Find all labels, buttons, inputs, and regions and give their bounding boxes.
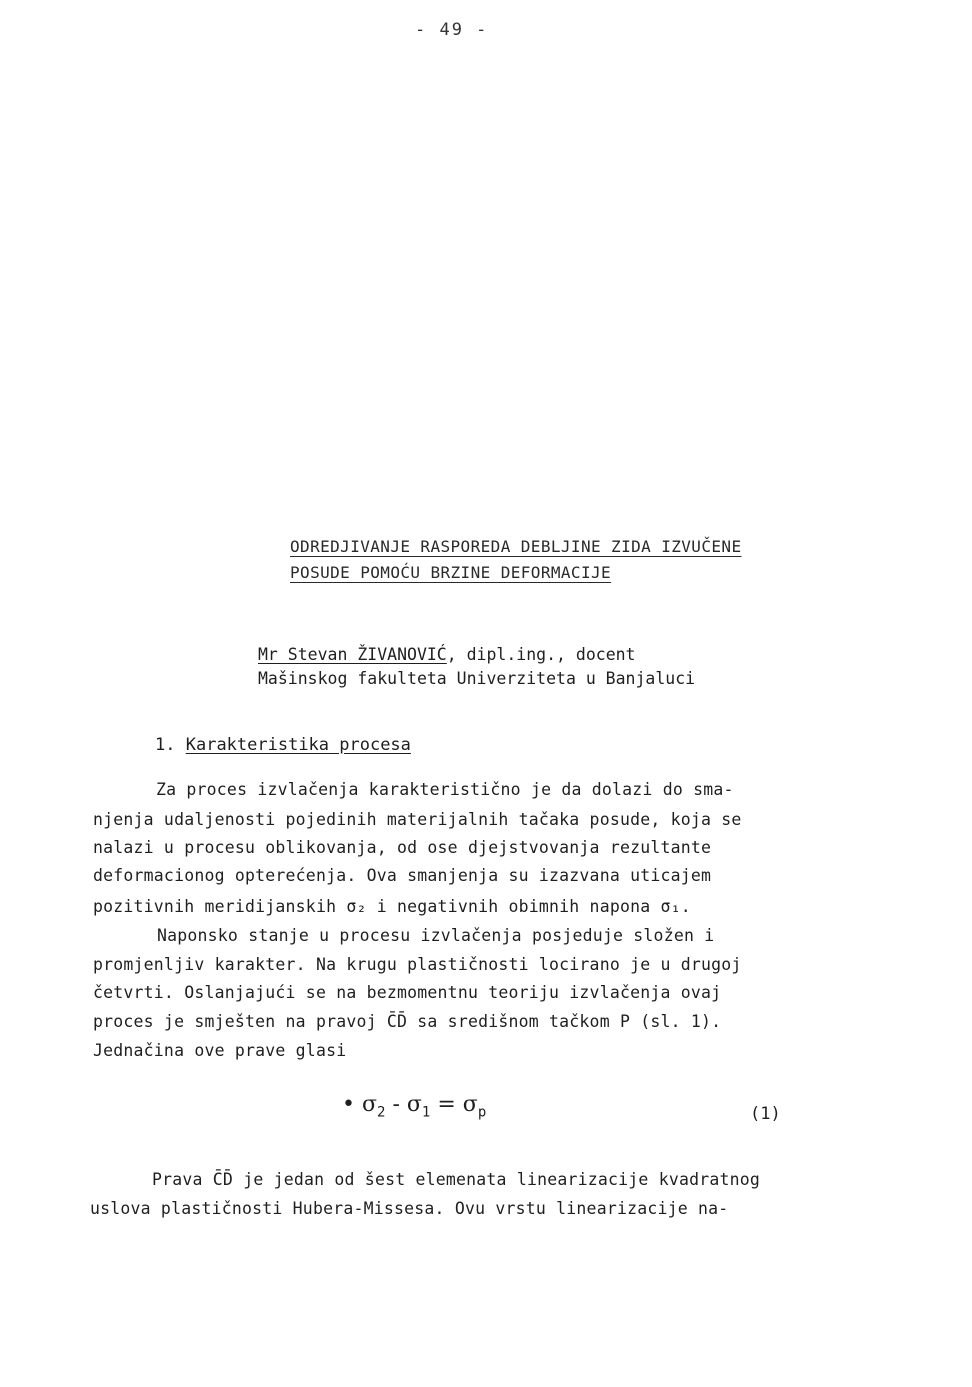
- paragraph-line: Prava C̄D̄ je jedan od šest elemenata linearizacije kvadratnog: [152, 1170, 761, 1189]
- sigma-1-subscript: 1: [421, 1104, 431, 1121]
- equation-1: [342, 1092, 486, 1120]
- sigma-1-symbol: σ: [406, 1092, 422, 1117]
- paragraph-line: deformacionog opterećenja. Ova smanjenja su izazvana uticajem: [93, 866, 712, 885]
- equation-number: (1): [750, 1104, 781, 1124]
- section-title: Karakteristika procesa: [185, 735, 411, 755]
- paragraph-line: uslova plastičnosti Hubera-Missesa. Ovu vrstu linearizacije na-: [90, 1199, 729, 1218]
- section-number: 1.: [155, 735, 176, 755]
- author-line: [258, 645, 636, 664]
- paper-title-line-2: POSUDE POMOĆU BRZINE DEFORMACIJE: [290, 563, 612, 582]
- paragraph-line: pozitivnih meridijanskih σ₂ i negativnih obimnih napona σ₁.: [93, 897, 691, 916]
- sigma-p-subscript: p: [477, 1104, 487, 1121]
- paragraph-line: njenja udaljenosti pojedinih materijalnih tačaka posude, koja se: [93, 810, 742, 829]
- minus-sign: -: [392, 1092, 400, 1117]
- paragraph-line: Za proces izvlačenja karakteristično je da dolazi do sma-: [156, 780, 734, 799]
- page-number: - 49 -: [415, 20, 489, 40]
- paragraph-line: četvrti. Oslanjajući se na bezmomentnu teoriju izvlačenja ovaj: [93, 983, 722, 1002]
- equation-bullet: •: [342, 1092, 355, 1117]
- paragraph-line: proces je smješten na pravoj C̄D̄ sa središnom tačkom P (sl. 1).: [93, 1012, 722, 1031]
- author-degree: , dipl.ing., docent: [446, 645, 636, 664]
- paragraph-line: promjenljiv karakter. Na krugu plastičnosti locirano je u drugoj: [93, 955, 742, 974]
- paragraph-line: Naponsko stanje u procesu izvlačenja posjeduje složen i: [157, 926, 715, 945]
- author-name: Mr Stevan ŽIVANOVIĆ: [258, 645, 447, 664]
- equals-sign: =: [437, 1092, 456, 1117]
- section-heading: [155, 735, 411, 755]
- author-affiliation: Mašinskog fakulteta Univerziteta u Banjaluci: [258, 669, 696, 688]
- paragraph-line: Jednačina ove prave glasi: [93, 1041, 347, 1060]
- sigma-p-symbol: σ: [462, 1092, 478, 1117]
- paragraph-line: nalazi u procesu oblikovanja, od ose djejstvovanja rezultante: [93, 838, 712, 857]
- paper-title-line-1: ODREDJIVANJE RASPOREDA DEBLJINE ZIDA IZVUČENE: [290, 537, 742, 556]
- sigma-2-symbol: σ: [361, 1092, 378, 1117]
- sigma-2-subscript: 2: [377, 1104, 386, 1121]
